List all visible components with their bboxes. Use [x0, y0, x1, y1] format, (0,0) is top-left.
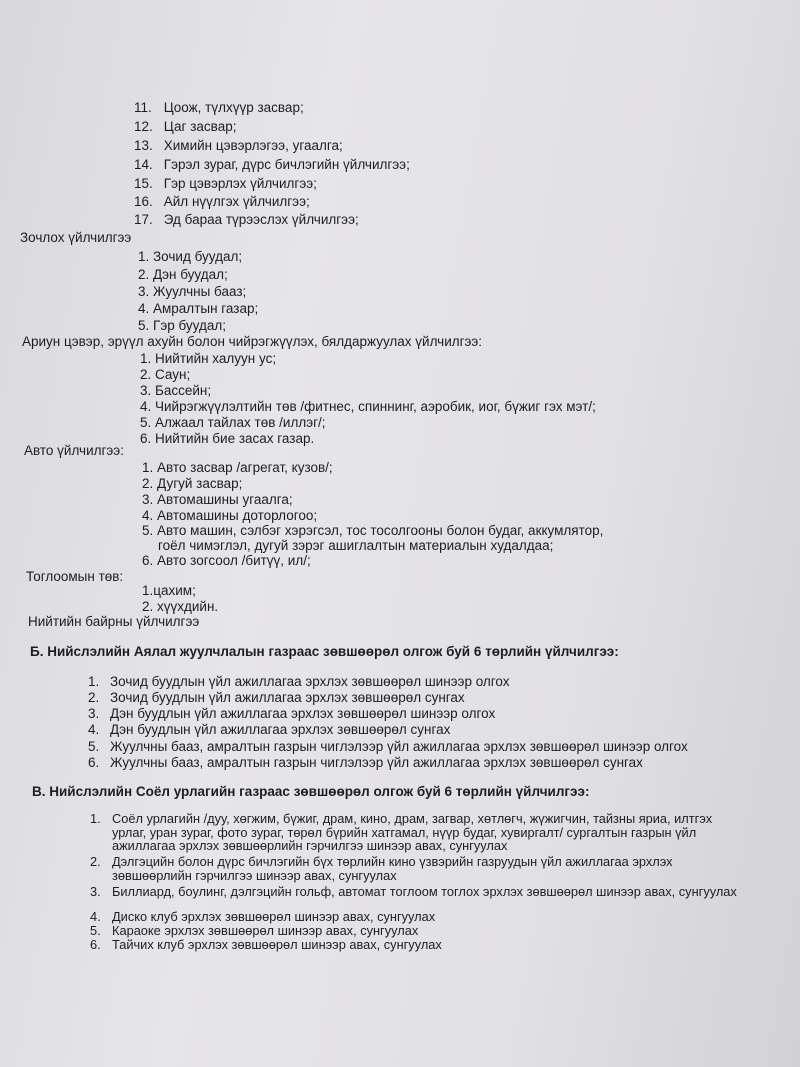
section-c-title: В. Нийслэлийн Соёл урлагийн газраас зөвшөөрөл олгож буй 6 төрлийн үйлчилгээ: [32, 784, 590, 799]
list-item: 6. Тайчих клуб эрхлэх зөвшөөрөл шинээр авах, сунгуулах [90, 937, 442, 952]
list-item: 13. Химийн цэвэрлэгээ, угаалга; [134, 138, 343, 153]
list-item: 4. Диско клуб эрхлэх зөвшөөрөл шинээр авах, сунгуулах [90, 909, 436, 924]
games-title: Тоглоомын төв: [26, 569, 124, 584]
list-item: 1. Зочид буудлын үйл ажиллагаа эрхлэх зөвшөөрөл шинээр олгох [88, 674, 510, 689]
list-item: 4. Чийрэгжүүлэлтийн төв /фитнес, спиннинг, аэробик, иог, бүжиг гэх мэт/; [140, 399, 596, 414]
list-item: 14. Гэрэл зураг, дүрс бичлэгийн үйлчилгээ; [134, 157, 410, 172]
list-item: 2. Дугуй засвар; [142, 476, 243, 491]
auto-title: Авто үйлчилгээ: [24, 443, 124, 458]
list-item: 6. Нийтийн бие засах газар. [140, 431, 315, 446]
list-item: 3. Автомашины угаалга; [142, 492, 293, 507]
list-item: 5. Жуулчны бааз, амралтын газрын чиглэлээр үйл ажиллагаа эрхлэх зөвшөөрөл шинээр олгох [88, 739, 688, 754]
list-item: 2. Дэлгэцийн болон дүрс бичлэгийн бүх төрлийн кино үзвэрийн газруудын үйл ажиллагаа эрхлэх зөвшөөрлийн гэрчилгээ шинээр авах, сунгуулах [90, 854, 673, 883]
list-item: 3. Дэн буудлын үйл ажиллагаа эрхлэх зөвшөөрөл шинээр олгох [88, 706, 496, 721]
hygiene-title: Ариун цэвэр, эрүүл ахуйн болон чийрэгжүүлэх, бялдаржуулах үйлчилгээ: [22, 334, 483, 349]
list-item: 5. Алжаал тайлах төв /иллэг/; [140, 415, 326, 430]
list-item: 1. Зочид буудал; [138, 249, 243, 264]
list-item: 3. Биллиард, боулинг, дэлгэцийн гольф, автомат тоглоом тоглох эрхлэх зөвшөөрөл шинээр авах, сунгуулах [90, 884, 737, 899]
list-item: 4. Дэн буудлын үйл ажиллагаа эрхлэх зөвшөөрөл сунгах [88, 722, 451, 737]
list-item: 6. Авто зогсоол /битүү, ил/; [142, 553, 311, 568]
list-item: 6. Жуулчны бааз, амралтын газрын чиглэлээр үйл ажиллагаа эрхлэх зөвшөөрөл сунгах [88, 755, 643, 770]
list-item: 2. Дэн буудал; [138, 267, 228, 282]
list-item: 5. Авто машин, сэлбэг хэрэгсэл, тос тосолгооны болон будаг, аккумлятор, [142, 523, 604, 538]
list-item: 15. Гэр цэвэрлэх үйлчилгээ; [134, 176, 317, 191]
lodging-title: Зочлох үйлчилгээ [20, 230, 132, 245]
list-item: 5. Караоке эрхлэх зөвшөөрөл шинээр авах, сунгуулах [90, 923, 419, 938]
public-bath-heading: Нийтийн байрны үйлчилгээ [28, 614, 200, 629]
list-item: 17. Эд бараа түрээслэх үйлчилгээ; [134, 212, 359, 227]
list-item: 12. Цаг засвар; [134, 119, 237, 134]
list-item: 1.цахим; [142, 583, 196, 598]
list-item: 4. Автомашины доторлогоо; [142, 508, 318, 523]
list-item: 5. Гэр буудал; [138, 318, 226, 333]
list-item-continuation: гоёл чимэглэл, дугуй зэрэг ашиглалтын материалын худалдаа; [158, 538, 554, 553]
list-item: 2. хүүхдийн. [142, 599, 219, 614]
list-item: 3. Бассейн; [140, 383, 212, 398]
list-item: 4. Амралтын газар; [138, 301, 259, 316]
list-item: 1. Авто засвар /агрегат, кузов/; [142, 460, 333, 475]
list-item: 2. Саун; [140, 367, 191, 382]
list-item: 2. Зочид буудлын үйл ажиллагаа эрхлэх зөвшөөрөл сунгах [88, 690, 465, 705]
list-item: 1. Нийтийн халуун ус; [140, 351, 277, 366]
list-item: 1. Соёл урлагийн /дуу, хөгжим, бүжиг, драм, кино, драм, загвар, хөтлөгч, жүжигчин, тайзны яриа, илтгэх урлаг, уран зураг, фото зураг, төрөл бүрийн хатгамал, нүүр будаг, хувиргалт/ сургалтын газрын үйл ажиллагаа эрхлэх зөвшөөрлийн гэрчилгээ шинээр авах, сунгуулах [90, 811, 713, 853]
list-item: 16. Айл нүүлгэх үйлчилгээ; [134, 194, 310, 209]
list-item: 11. Цоож, түлхүүр засвар; [134, 100, 304, 115]
list-item: 3. Жуулчны бааз; [138, 284, 247, 299]
section-b-title: Б. Нийслэлийн Аялал жуулчлалын газраас зөвшөөрөл олгож буй 6 төрлийн үйлчилгээ: [30, 644, 619, 659]
